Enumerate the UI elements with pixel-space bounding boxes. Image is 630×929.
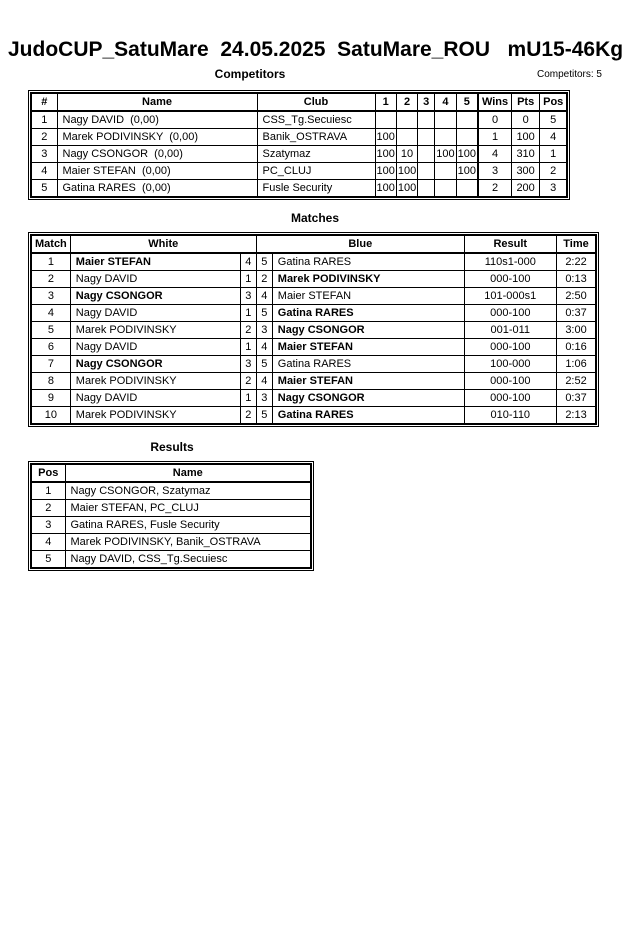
cell-wins: 4 xyxy=(478,146,512,163)
cell-match-num: 1 xyxy=(31,253,70,271)
match-row xyxy=(31,407,596,425)
cell-score-3 xyxy=(418,111,435,129)
cell-blue-num: 3 xyxy=(256,322,272,339)
cell-name: Maier STEFAN (0,00) xyxy=(57,163,257,180)
cell-num: 4 xyxy=(31,163,57,180)
cell-white-num: 3 xyxy=(240,356,256,373)
cell-score-1: 100 xyxy=(375,180,396,198)
cell-white-num: 1 xyxy=(240,271,256,288)
cell-score-2: 10 xyxy=(396,146,417,163)
cell-wins: 2 xyxy=(478,180,512,198)
cell-name: Marek PODIVINSKY, Banik_OSTRAVA xyxy=(65,534,311,551)
matches-table-wrap xyxy=(28,232,599,427)
results-header xyxy=(31,464,311,482)
cell-time: 2:52 xyxy=(556,373,596,390)
cell-blue-num: 5 xyxy=(256,407,272,425)
cell-score-4 xyxy=(435,129,456,146)
cell-score-4 xyxy=(435,180,456,198)
cell-white-num: 2 xyxy=(240,407,256,425)
cell-pos: 3 xyxy=(540,180,568,198)
cell-num: 2 xyxy=(31,129,57,146)
cell-pos: 2 xyxy=(31,500,65,517)
cell-pos: 2 xyxy=(540,163,568,180)
matches-header xyxy=(31,235,596,253)
cell-blue-num: 5 xyxy=(256,356,272,373)
competitors-header-row xyxy=(0,66,630,84)
cell-white-num: 1 xyxy=(240,390,256,407)
cell-white-num: 3 xyxy=(240,288,256,305)
col-header-wins: Wins xyxy=(478,93,512,111)
competitors-table-wrap xyxy=(28,90,570,200)
match-row xyxy=(31,253,596,271)
col-header-time: Time xyxy=(556,235,596,253)
cell-pts: 0 xyxy=(512,111,540,129)
cell-result: 010-110 xyxy=(464,407,556,425)
cell-score-3 xyxy=(418,129,435,146)
cell-result: 101-000s1 xyxy=(464,288,556,305)
cell-white-name: Nagy DAVID xyxy=(70,339,240,356)
cell-name: Nagy DAVID, CSS_Tg.Secuiesc xyxy=(65,551,311,569)
cell-score-4 xyxy=(435,163,456,180)
cell-white-num: 4 xyxy=(240,253,256,271)
match-row xyxy=(31,305,596,322)
col-header-blue: Blue xyxy=(256,235,464,253)
cell-club: CSS_Tg.Secuiesc xyxy=(257,111,375,129)
cell-blue-name: Maier STEFAN xyxy=(272,339,464,356)
cell-pts: 100 xyxy=(512,129,540,146)
cell-result: 000-100 xyxy=(464,271,556,288)
col-header-pts: Pts xyxy=(512,93,540,111)
cell-match-num: 6 xyxy=(31,339,70,356)
match-row xyxy=(31,322,596,339)
cell-white-num: 1 xyxy=(240,305,256,322)
cell-name: Gatina RARES, Fusle Security xyxy=(65,517,311,534)
cell-time: 2:22 xyxy=(556,253,596,271)
cell-wins: 0 xyxy=(478,111,512,129)
cell-match-num: 7 xyxy=(31,356,70,373)
cell-name: Maier STEFAN, PC_CLUJ xyxy=(65,500,311,517)
cell-blue-name: Marek PODIVINSKY xyxy=(272,271,464,288)
cell-white-name: Marek PODIVINSKY xyxy=(70,407,240,425)
cell-match-num: 9 xyxy=(31,390,70,407)
matches-section-title: Matches xyxy=(290,211,340,225)
cell-white-num: 2 xyxy=(240,322,256,339)
cell-time: 0:37 xyxy=(556,305,596,322)
cell-score-3 xyxy=(418,146,435,163)
cell-blue-name: Nagy CSONGOR xyxy=(272,322,464,339)
cell-blue-num: 4 xyxy=(256,373,272,390)
cell-result: 000-100 xyxy=(464,373,556,390)
cell-match-num: 4 xyxy=(31,305,70,322)
cell-score-5 xyxy=(456,180,478,198)
cell-blue-num: 5 xyxy=(256,253,272,271)
competitor-row xyxy=(31,129,567,146)
col-header-pos: Pos xyxy=(540,93,568,111)
cell-score-2: 100 xyxy=(396,180,417,198)
cell-pos: 1 xyxy=(540,146,568,163)
cell-blue-num: 2 xyxy=(256,271,272,288)
cell-pts: 300 xyxy=(512,163,540,180)
cell-blue-num: 3 xyxy=(256,390,272,407)
match-row xyxy=(31,373,596,390)
results-section-title: Results xyxy=(150,440,194,454)
col-header-result: Result xyxy=(464,235,556,253)
cell-result: 110s1-000 xyxy=(464,253,556,271)
cell-score-2 xyxy=(396,129,417,146)
cell-match-num: 5 xyxy=(31,322,70,339)
cell-pts: 310 xyxy=(512,146,540,163)
page-title: JudoCUP_SatuMare 24.05.2025 SatuMare_ROU mU15-46Kg xyxy=(8,38,624,61)
cell-name: Nagy CSONGOR (0,00) xyxy=(57,146,257,163)
cell-name: Nagy DAVID (0,00) xyxy=(57,111,257,129)
cell-time: 1:06 xyxy=(556,356,596,373)
cell-white-name: Nagy DAVID xyxy=(70,305,240,322)
col-header-club: Club xyxy=(257,93,375,111)
result-row xyxy=(31,482,311,500)
cell-blue-name: Nagy CSONGOR xyxy=(272,390,464,407)
cell-score-4: 100 xyxy=(435,146,456,163)
cell-white-num: 1 xyxy=(240,339,256,356)
competitors-table xyxy=(30,92,568,198)
cell-blue-num: 5 xyxy=(256,305,272,322)
cell-score-2: 100 xyxy=(396,163,417,180)
cell-club: Szatymaz xyxy=(257,146,375,163)
match-row xyxy=(31,356,596,373)
cell-name: Marek PODIVINSKY (0,00) xyxy=(57,129,257,146)
cell-score-1: 100 xyxy=(375,146,396,163)
col-header-white: White xyxy=(70,235,256,253)
col-header-r3: 3 xyxy=(418,93,435,111)
cell-pos: 4 xyxy=(31,534,65,551)
cell-num: 3 xyxy=(31,146,57,163)
cell-pos: 3 xyxy=(31,517,65,534)
result-row xyxy=(31,517,311,534)
cell-num: 1 xyxy=(31,111,57,129)
match-row xyxy=(31,288,596,305)
col-header-r2: 2 xyxy=(396,93,417,111)
competitors-section-title: Competitors xyxy=(214,67,286,81)
cell-club: Fusle Security xyxy=(257,180,375,198)
match-row xyxy=(31,271,596,288)
matches-table xyxy=(30,234,597,425)
cell-score-5 xyxy=(456,111,478,129)
col-header-pos: Pos xyxy=(31,464,65,482)
cell-time: 2:13 xyxy=(556,407,596,425)
cell-pos: 5 xyxy=(31,551,65,569)
cell-score-3 xyxy=(418,163,435,180)
cell-blue-name: Maier STEFAN xyxy=(272,373,464,390)
cell-result: 000-100 xyxy=(464,339,556,356)
cell-blue-name: Gatina RARES xyxy=(272,407,464,425)
cell-white-name: Marek PODIVINSKY xyxy=(70,322,240,339)
col-header-name: Name xyxy=(65,464,311,482)
cell-white-name: Nagy CSONGOR xyxy=(70,288,240,305)
cell-pos: 1 xyxy=(31,482,65,500)
cell-score-5 xyxy=(456,129,478,146)
cell-name: Nagy CSONGOR, Szatymaz xyxy=(65,482,311,500)
cell-match-num: 2 xyxy=(31,271,70,288)
competitor-row xyxy=(31,163,567,180)
match-row xyxy=(31,390,596,407)
cell-score-1: 100 xyxy=(375,163,396,180)
cell-name: Gatina RARES (0,00) xyxy=(57,180,257,198)
cell-score-5: 100 xyxy=(456,146,478,163)
cell-blue-num: 4 xyxy=(256,288,272,305)
col-header-match: Match xyxy=(31,235,70,253)
results-table xyxy=(30,463,312,569)
cell-white-name: Marek PODIVINSKY xyxy=(70,373,240,390)
cell-result: 000-100 xyxy=(464,390,556,407)
col-header-name: Name xyxy=(57,93,257,111)
cell-wins: 3 xyxy=(478,163,512,180)
results-table-wrap xyxy=(28,461,314,571)
cell-white-name: Nagy DAVID xyxy=(70,390,240,407)
col-header-num: # xyxy=(31,93,57,111)
cell-time: 0:37 xyxy=(556,390,596,407)
result-row xyxy=(31,500,311,517)
col-header-r1: 1 xyxy=(375,93,396,111)
cell-blue-name: Maier STEFAN xyxy=(272,288,464,305)
result-row xyxy=(31,551,311,569)
competitors-count: Competitors: 5 xyxy=(536,69,602,80)
cell-white-name: Nagy DAVID xyxy=(70,271,240,288)
cell-wins: 1 xyxy=(478,129,512,146)
cell-result: 001-011 xyxy=(464,322,556,339)
cell-score-4 xyxy=(435,111,456,129)
cell-club: Banik_OSTRAVA xyxy=(257,129,375,146)
cell-pts: 200 xyxy=(512,180,540,198)
cell-time: 0:16 xyxy=(556,339,596,356)
cell-score-1: 100 xyxy=(375,129,396,146)
cell-pos: 4 xyxy=(540,129,568,146)
cell-result: 100-000 xyxy=(464,356,556,373)
col-header-r4: 4 xyxy=(435,93,456,111)
cell-score-5: 100 xyxy=(456,163,478,180)
cell-score-3 xyxy=(418,180,435,198)
cell-match-num: 8 xyxy=(31,373,70,390)
cell-club: PC_CLUJ xyxy=(257,163,375,180)
cell-match-num: 10 xyxy=(31,407,70,425)
cell-blue-name: Gatina RARES xyxy=(272,253,464,271)
cell-blue-name: Gatina RARES xyxy=(272,305,464,322)
match-row xyxy=(31,339,596,356)
competitors-header xyxy=(31,93,567,111)
competitor-row xyxy=(31,180,567,198)
cell-time: 0:13 xyxy=(556,271,596,288)
competitor-row xyxy=(31,111,567,129)
cell-score-1 xyxy=(375,111,396,129)
cell-time: 2:50 xyxy=(556,288,596,305)
cell-num: 5 xyxy=(31,180,57,198)
col-header-r5: 5 xyxy=(456,93,478,111)
result-row xyxy=(31,534,311,551)
cell-white-name: Nagy CSONGOR xyxy=(70,356,240,373)
cell-time: 3:00 xyxy=(556,322,596,339)
cell-white-name: Maier STEFAN xyxy=(70,253,240,271)
cell-blue-num: 4 xyxy=(256,339,272,356)
cell-blue-name: Gatina RARES xyxy=(272,356,464,373)
cell-score-2 xyxy=(396,111,417,129)
cell-pos: 5 xyxy=(540,111,568,129)
cell-white-num: 2 xyxy=(240,373,256,390)
competitor-row xyxy=(31,146,567,163)
cell-result: 000-100 xyxy=(464,305,556,322)
cell-match-num: 3 xyxy=(31,288,70,305)
